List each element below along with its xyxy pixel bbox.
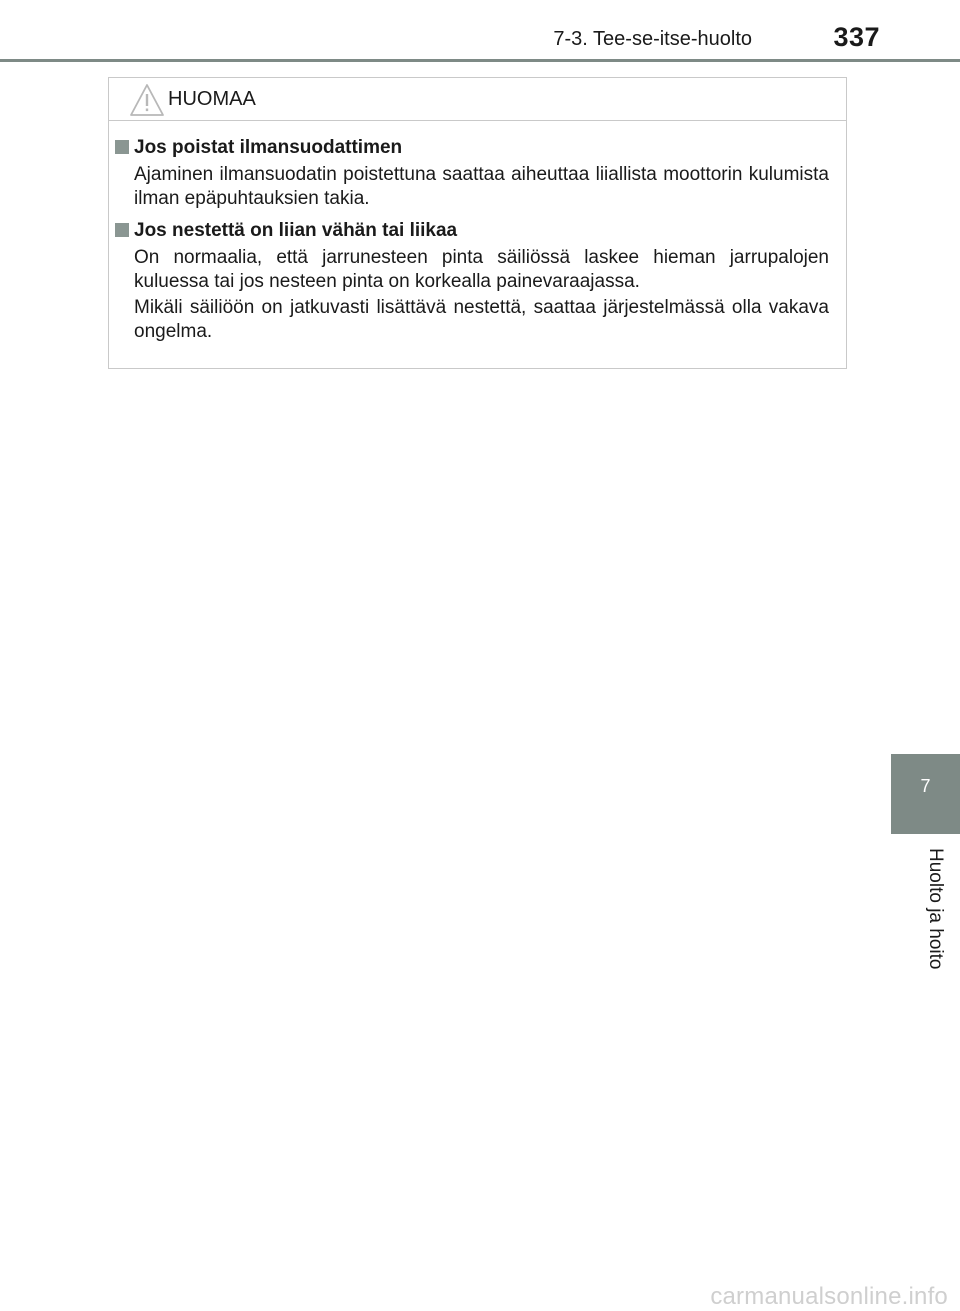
page-header bbox=[0, 0, 960, 62]
item-heading: Jos poistat ilmansuodattimen bbox=[134, 137, 403, 158]
chapter-tab bbox=[891, 754, 960, 834]
watermark: carmanualsonline.info bbox=[710, 1283, 948, 1310]
notice-box bbox=[108, 77, 847, 369]
chapter-number: 7 bbox=[920, 776, 931, 796]
section-title: 7-3. Tee-se-itse-huolto bbox=[553, 28, 752, 50]
chapter-title: Huolto ja hoito bbox=[925, 848, 946, 970]
notice-item bbox=[109, 134, 846, 211]
item-text: Ajaminen ilmansuodatin poistettuna saattaa aiheuttaa liiallista moottorin kulumista ilman epäpuhtauksien takia. bbox=[134, 164, 829, 209]
header-rule bbox=[0, 59, 960, 62]
item-heading: Jos nestettä on liian vähän tai liikaa bbox=[134, 220, 458, 241]
notice-label: HUOMAA bbox=[168, 88, 256, 110]
notice-item bbox=[109, 217, 846, 344]
item-text: Mikäli säiliöön on jatkuvasti lisättävä nestettä, saattaa järjestelmässä olla vakava ongelma. bbox=[134, 297, 829, 342]
notice-header bbox=[109, 78, 846, 121]
page-number: 337 bbox=[833, 22, 880, 52]
square-bullet-icon bbox=[115, 140, 129, 154]
item-text: On normaalia, että jarrunesteen pinta säiliössä laskee hieman jarrupalojen kuluessa tai jos nesteen pinta on korkealla painevaraajassa. bbox=[134, 247, 829, 292]
notice-body bbox=[109, 134, 846, 350]
warning-triangle-icon bbox=[129, 83, 165, 117]
square-bullet-icon bbox=[115, 223, 129, 237]
